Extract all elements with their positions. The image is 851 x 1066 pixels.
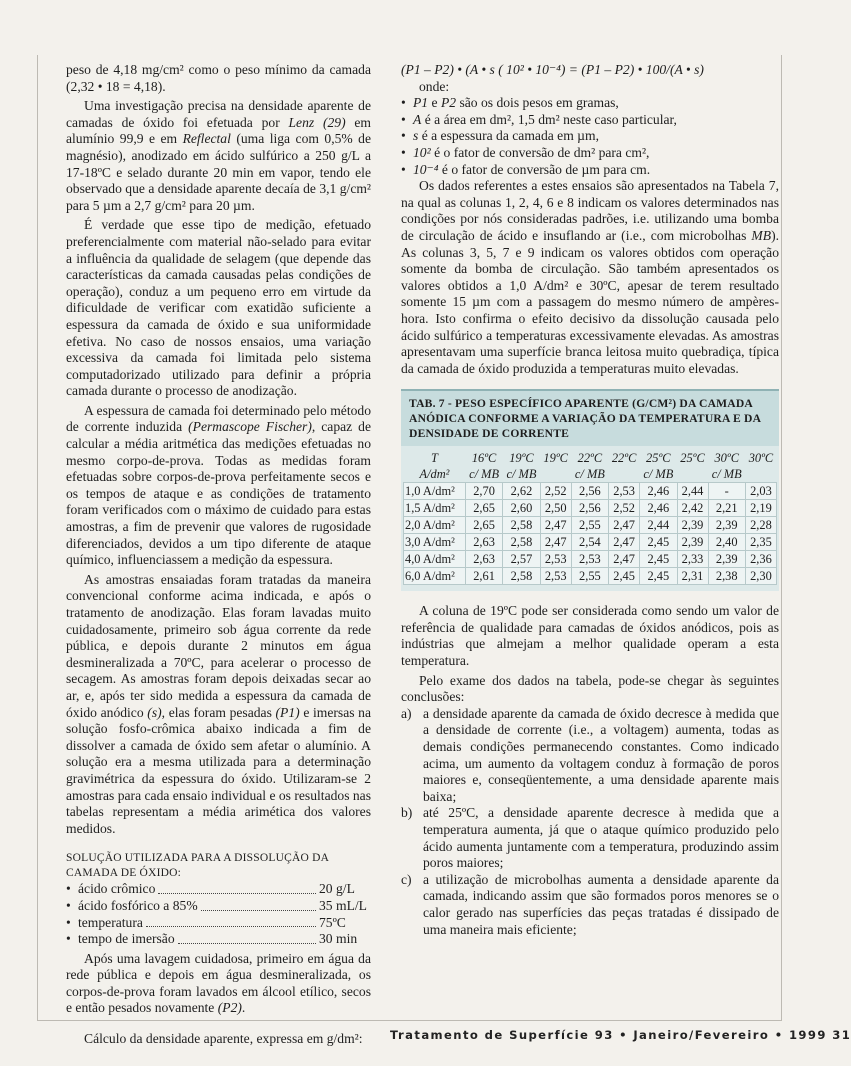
row-header-cell: 3,0 A/dm² <box>404 534 466 551</box>
table-cell: 2,03 <box>745 483 776 500</box>
text: (uma liga com 0,5% de magnésio), anodizado em ácido sulfúrico a 250 g/L a 17-18ºC e selado durante 20 min em vapor, tendo ele observado que a densidade aparente decaía de 3,1 g/cm² para 5 µm a 2,7 g/cm² para 20 µm. <box>66 131 371 213</box>
table-row <box>404 483 777 500</box>
header-cell: c/ MB <box>711 467 742 482</box>
header-cell: 16ºC <box>471 451 497 466</box>
table-cell: 2,45 <box>640 534 677 551</box>
table-cell: 2,55 <box>571 568 608 585</box>
paragraph: A coluna de 19ºC pode ser considerada como sendo um valor de referência de qualidade para camadas de óxidos anódicos, pois as indústrias que almejam a melhor qualidade operam a esta temperatura. <box>401 603 779 669</box>
conclusion-item: b) até 25ºC, a densidade aparente decresce à medida que a temperatura aumenta, já que o ataque químico produzido pelo ácido aumenta juntamente com a temperatura, produzindo assim poros maiores; <box>401 805 779 871</box>
header-cell: 25ºC <box>680 451 705 466</box>
page-footer: Tratamento de Superfície 93 • Janeiro/Fevereiro • 1999 31 <box>390 1028 851 1042</box>
text: Após uma lavagem cuidadosa, primeiro em água da rede pública e depois em água desmineralizada, os corpos-de-prova foram lavados em álcool etílico, secos e então pesados novamente <box>66 950 371 1016</box>
table-cell: 2,63 <box>465 551 502 568</box>
paragraph: É verdade que esse tipo de medição, efetuado preferencialmente com material não-selado para evitar a influência da qualidade de selagem (que depende das características da camada causadas pelas condições de operação), conduz a um pequeno erro em virtude da dificuldade de verificar com exatidão suficiente a espessura da camada de óxido e sua uniformidade efetiva. No caso de nossos ensaios, uma variação excessiva da camada foi limitada pelo sistema computadorizado utilizado para definir a própria camada durante o processo de anodização. <box>66 217 371 399</box>
row-header-cell: 4,0 A/dm² <box>404 551 466 568</box>
table-cell: 2,47 <box>609 517 640 534</box>
table-cell: 2,45 <box>640 551 677 568</box>
paragraph <box>66 403 371 569</box>
table-cell: 2,62 <box>503 483 540 500</box>
table-container <box>401 446 779 591</box>
header-cell: 22ºC <box>611 451 637 466</box>
conclusion-item: c) a utilização de microbolhas aumenta a densidade aparente da camada, indicando assim que são formados poros menores se o calor gerado nas superfícies das peças tratadas é dissipado de uma maneira mais eficiente; <box>401 871 779 937</box>
table-cell: 2,70 <box>465 483 502 500</box>
header-cell <box>677 466 708 483</box>
header-cell: 19ºC <box>509 451 534 466</box>
definition-list <box>401 95 779 178</box>
instrument-name: (Permascope Fischer) <box>188 419 312 435</box>
header-cell: 22ºC <box>577 451 603 466</box>
paragraph: Pelo exame dos dados na tabela, pode-se chegar às seguintes conclusões: <box>401 672 779 705</box>
table-cell: 2,39 <box>677 517 708 534</box>
conclusions-list <box>401 706 779 938</box>
symbol: (P1) <box>275 704 300 720</box>
text: e imersas na solução fosfo-crômica abaixo indicada a fim de dissolver a camada de óxido sem afetar o alumínio. A solução era a mesma utilizada para a determinação gravimétrica da espessura do óxido. Utilizaram-se 2 amostras para cada ensaio individual e os resultados nas tabelas representam a média arimética dos valores medidos. <box>66 704 372 836</box>
table-cell: 2,54 <box>571 534 608 551</box>
header-cell: T <box>430 451 438 466</box>
definition-item: • P1 e P2 são os dois pesos em gramas, <box>401 95 779 112</box>
table-cell: 2,52 <box>540 483 571 500</box>
alloy-name: Reflectal <box>182 131 231 147</box>
solution-item: • temperatura 75ºC <box>66 915 371 932</box>
density-table <box>403 450 777 585</box>
header-cell: c/ MB <box>643 467 674 482</box>
table-cell: 2,52 <box>609 500 640 517</box>
header-cell: A/dm² <box>419 467 450 482</box>
paragraph <box>66 572 371 838</box>
formula-where: onde: <box>419 78 450 94</box>
solution-item: • ácido fosfórico a 85% 35 mL/L <box>66 898 371 915</box>
table-row <box>404 568 777 585</box>
abbreviation: MB <box>751 227 772 243</box>
table-row <box>404 551 777 568</box>
definition-item: • s é a espessura da camada em µm, <box>401 128 779 145</box>
table-cell: 2,56 <box>571 500 608 517</box>
paragraph <box>66 951 371 1017</box>
table-row <box>404 500 777 517</box>
definition-item: • 10² é o fator de conversão de dm² para cm², <box>401 145 779 162</box>
table-cell: 2,65 <box>465 500 502 517</box>
text: Uma investigação precisa na densidade aparente de camadas de óxido foi efetuada por <box>66 98 371 130</box>
definition-item: • A é a área em dm², 1,5 dm² neste caso particular, <box>401 112 779 129</box>
table-cell: 2,46 <box>640 500 677 517</box>
text: . <box>241 1000 246 1016</box>
header-cell: 19ºC <box>543 451 568 466</box>
table-cell: 2,38 <box>708 568 745 585</box>
table-cell: 2,61 <box>465 568 502 585</box>
table-cell: 2,60 <box>503 500 540 517</box>
table-cell: 2,33 <box>677 551 708 568</box>
solution-item: • tempo de imersão 30 min <box>66 931 371 948</box>
text: As amostras ensaiadas foram tratadas da maneira convencional conforme acima indicada, e após o tratamento de anodização. Elas foram lavadas muito cuidadosamente, primeiro sob água corrente da rede pública, e depois durante 2 minutos em água desmineralizada a 70ºC, para acelerar o processo de secagem. As amostras foram depois deixadas secar ao ar, e, após ter sido medida a espessura da camada de óxido anódico <box>66 571 371 720</box>
citation: Lenz (29) <box>288 114 346 130</box>
table-cell: 2,44 <box>640 517 677 534</box>
table-cell: 2,46 <box>640 483 677 500</box>
symbol: (s) <box>147 704 162 720</box>
row-header-cell: 2,0 A/dm² <box>404 517 466 534</box>
header-cell: c/ MB <box>574 467 605 482</box>
table-cell: 2,47 <box>609 534 640 551</box>
table-cell: 2,30 <box>745 568 776 585</box>
header-cell <box>745 466 776 483</box>
header-cell: 30ºC <box>714 451 739 466</box>
row-header-cell: 6,0 A/dm² <box>404 568 466 585</box>
table-cell: 2,39 <box>708 517 745 534</box>
table-cell: 2,55 <box>571 517 608 534</box>
table-cell: 2,21 <box>708 500 745 517</box>
symbol: (P2) <box>217 1000 242 1016</box>
table-cell: 2,39 <box>708 551 745 568</box>
conclusion-item: a) a densidade aparente da camada de óxido decresce à medida que a densidade de corrente (i.e., a voltagem) aumenta, todas as demais condições permanecendo constantes. Como indicado acima, um aumento da voltagem conduz à formação de poros maiores e, conseqüentemente, a uma densidade aparente mais baixa; <box>401 705 779 804</box>
header-cell: 25ºC <box>646 451 671 466</box>
table-cell: 2,39 <box>677 534 708 551</box>
definition-item: • 10⁻⁴ é o fator de conversão de µm para cm. <box>401 162 779 179</box>
table-cell: 2,65 <box>465 517 502 534</box>
text: Os dados referentes a estes ensaios são apresentados na Tabela 7, na qual as colunas 1, 2, 4, 6 e 8 indicam os valores determinados nas condições por nós consideradas padrões, i.e. utilizando uma bomba de circulação de ácido e insuflando ar (i.e., com microbolhas <box>401 178 779 243</box>
header-cell <box>540 466 571 483</box>
table-cell: 2,47 <box>609 551 640 568</box>
table-cell: 2,35 <box>745 534 776 551</box>
table-cell: 2,58 <box>503 517 540 534</box>
table-title: TAB. 7 - PESO ESPECÍFICO APARENTE (G/CM²) DA CAMADA ANÓDICA CONFORME A VARIAÇÃO DA TEMPERATURA E DA DENSIDADE DE CORRENTE <box>401 389 779 446</box>
text: ). As colunas 3, 5, 7 e 9 indicam os valores obtidos com operação somente da bomba de circulação. São também apresentados os valores obtidos a 1,0 A/dm² e 30ºC, apesar de terem resultado somente 15 µm com a passagem do mesmo número de ampères-hora. Isto confirma o efeito decisivo da dissolução causada pelo ácido sulfúrico a temperaturas excessivamente elevadas. As amostras apresentavam uma superfície branca leitosa muito quebradiça, típica da camada de óxido produzida a temperaturas muito elevadas. <box>401 227 779 376</box>
text: A espessura de camada foi determinado pelo método de corrente induzida <box>66 402 371 435</box>
table-cell: 2,53 <box>571 551 608 568</box>
table-cell: 2,31 <box>677 568 708 585</box>
table-cell: 2,28 <box>745 517 776 534</box>
table-cell: 2,42 <box>677 500 708 517</box>
paragraph: peso de 4,18 mg/cm² como o peso mínimo da camada (2,32 • 18 = 4,18). <box>66 62 371 94</box>
table-row <box>404 517 777 534</box>
table-cell: 2,36 <box>745 551 776 568</box>
text: , capaz de calcular a média aritmética das medições efetuadas no mesmo corpo-de-prova. Todas as medidas foram efetuadas sobre corpos-de-prova perfeitamente secos e os tempos de ataque e as condições de tratamento foram verificados com o máximo de cuidado para estas amostras, a fim de prevenir que valores de rugosidade diferenciados, devidos a um tipo diferente de ataque químico, influenciassem a medição da espessura. <box>66 419 371 568</box>
paragraph <box>66 98 371 214</box>
table-cell: 2,53 <box>540 568 571 585</box>
header-cell: c/ MB <box>469 467 500 482</box>
row-header-cell: 1,5 A/dm² <box>404 500 466 517</box>
table-cell: - <box>708 483 745 500</box>
table-cell: 2,63 <box>465 534 502 551</box>
header-cell: c/ MB <box>506 467 537 482</box>
table-cell: 2,47 <box>540 534 571 551</box>
table-row <box>404 534 777 551</box>
header-cell <box>609 466 640 483</box>
text: em alumínio 99,9 e em <box>66 114 371 147</box>
table-cell: 2,45 <box>609 568 640 585</box>
table-cell: 2,57 <box>503 551 540 568</box>
solution-list <box>66 881 371 947</box>
table-cell: 2,40 <box>708 534 745 551</box>
table-cell: 2,50 <box>540 500 571 517</box>
table-cell: 2,56 <box>571 483 608 500</box>
table-cell: 2,47 <box>540 517 571 534</box>
right-column <box>401 62 779 938</box>
row-header-cell: 1,0 A/dm² <box>404 483 466 500</box>
table-cell: 2,58 <box>503 534 540 551</box>
table-cell: 2,45 <box>640 568 677 585</box>
solution-item: • ácido crômico 20 g/L <box>66 881 371 898</box>
solution-heading: SOLUÇÃO UTILIZADA PARA A DISSOLUÇÃO DA CAMADA DE ÓXIDO: <box>66 852 329 880</box>
table-header-row <box>404 450 777 466</box>
paragraph: Cálculo da densidade aparente, expressa em g/dm²: <box>84 1031 363 1047</box>
text: , elas foram pesadas <box>161 704 276 720</box>
table-cell: 2,53 <box>540 551 571 568</box>
paragraph <box>401 178 779 377</box>
header-cell: 30ºC <box>748 451 774 466</box>
table-cell: 2,53 <box>609 483 640 500</box>
table-cell: 2,19 <box>745 500 776 517</box>
density-formula: (P1 – P2) • (A • s ( 10² • 10⁻⁴) = (P1 – P2) • 100/(A • s) <box>401 62 704 77</box>
table-subheader-row <box>404 466 777 483</box>
left-column <box>66 62 371 1048</box>
table-cell: 2,44 <box>677 483 708 500</box>
table-cell: 2,58 <box>503 568 540 585</box>
